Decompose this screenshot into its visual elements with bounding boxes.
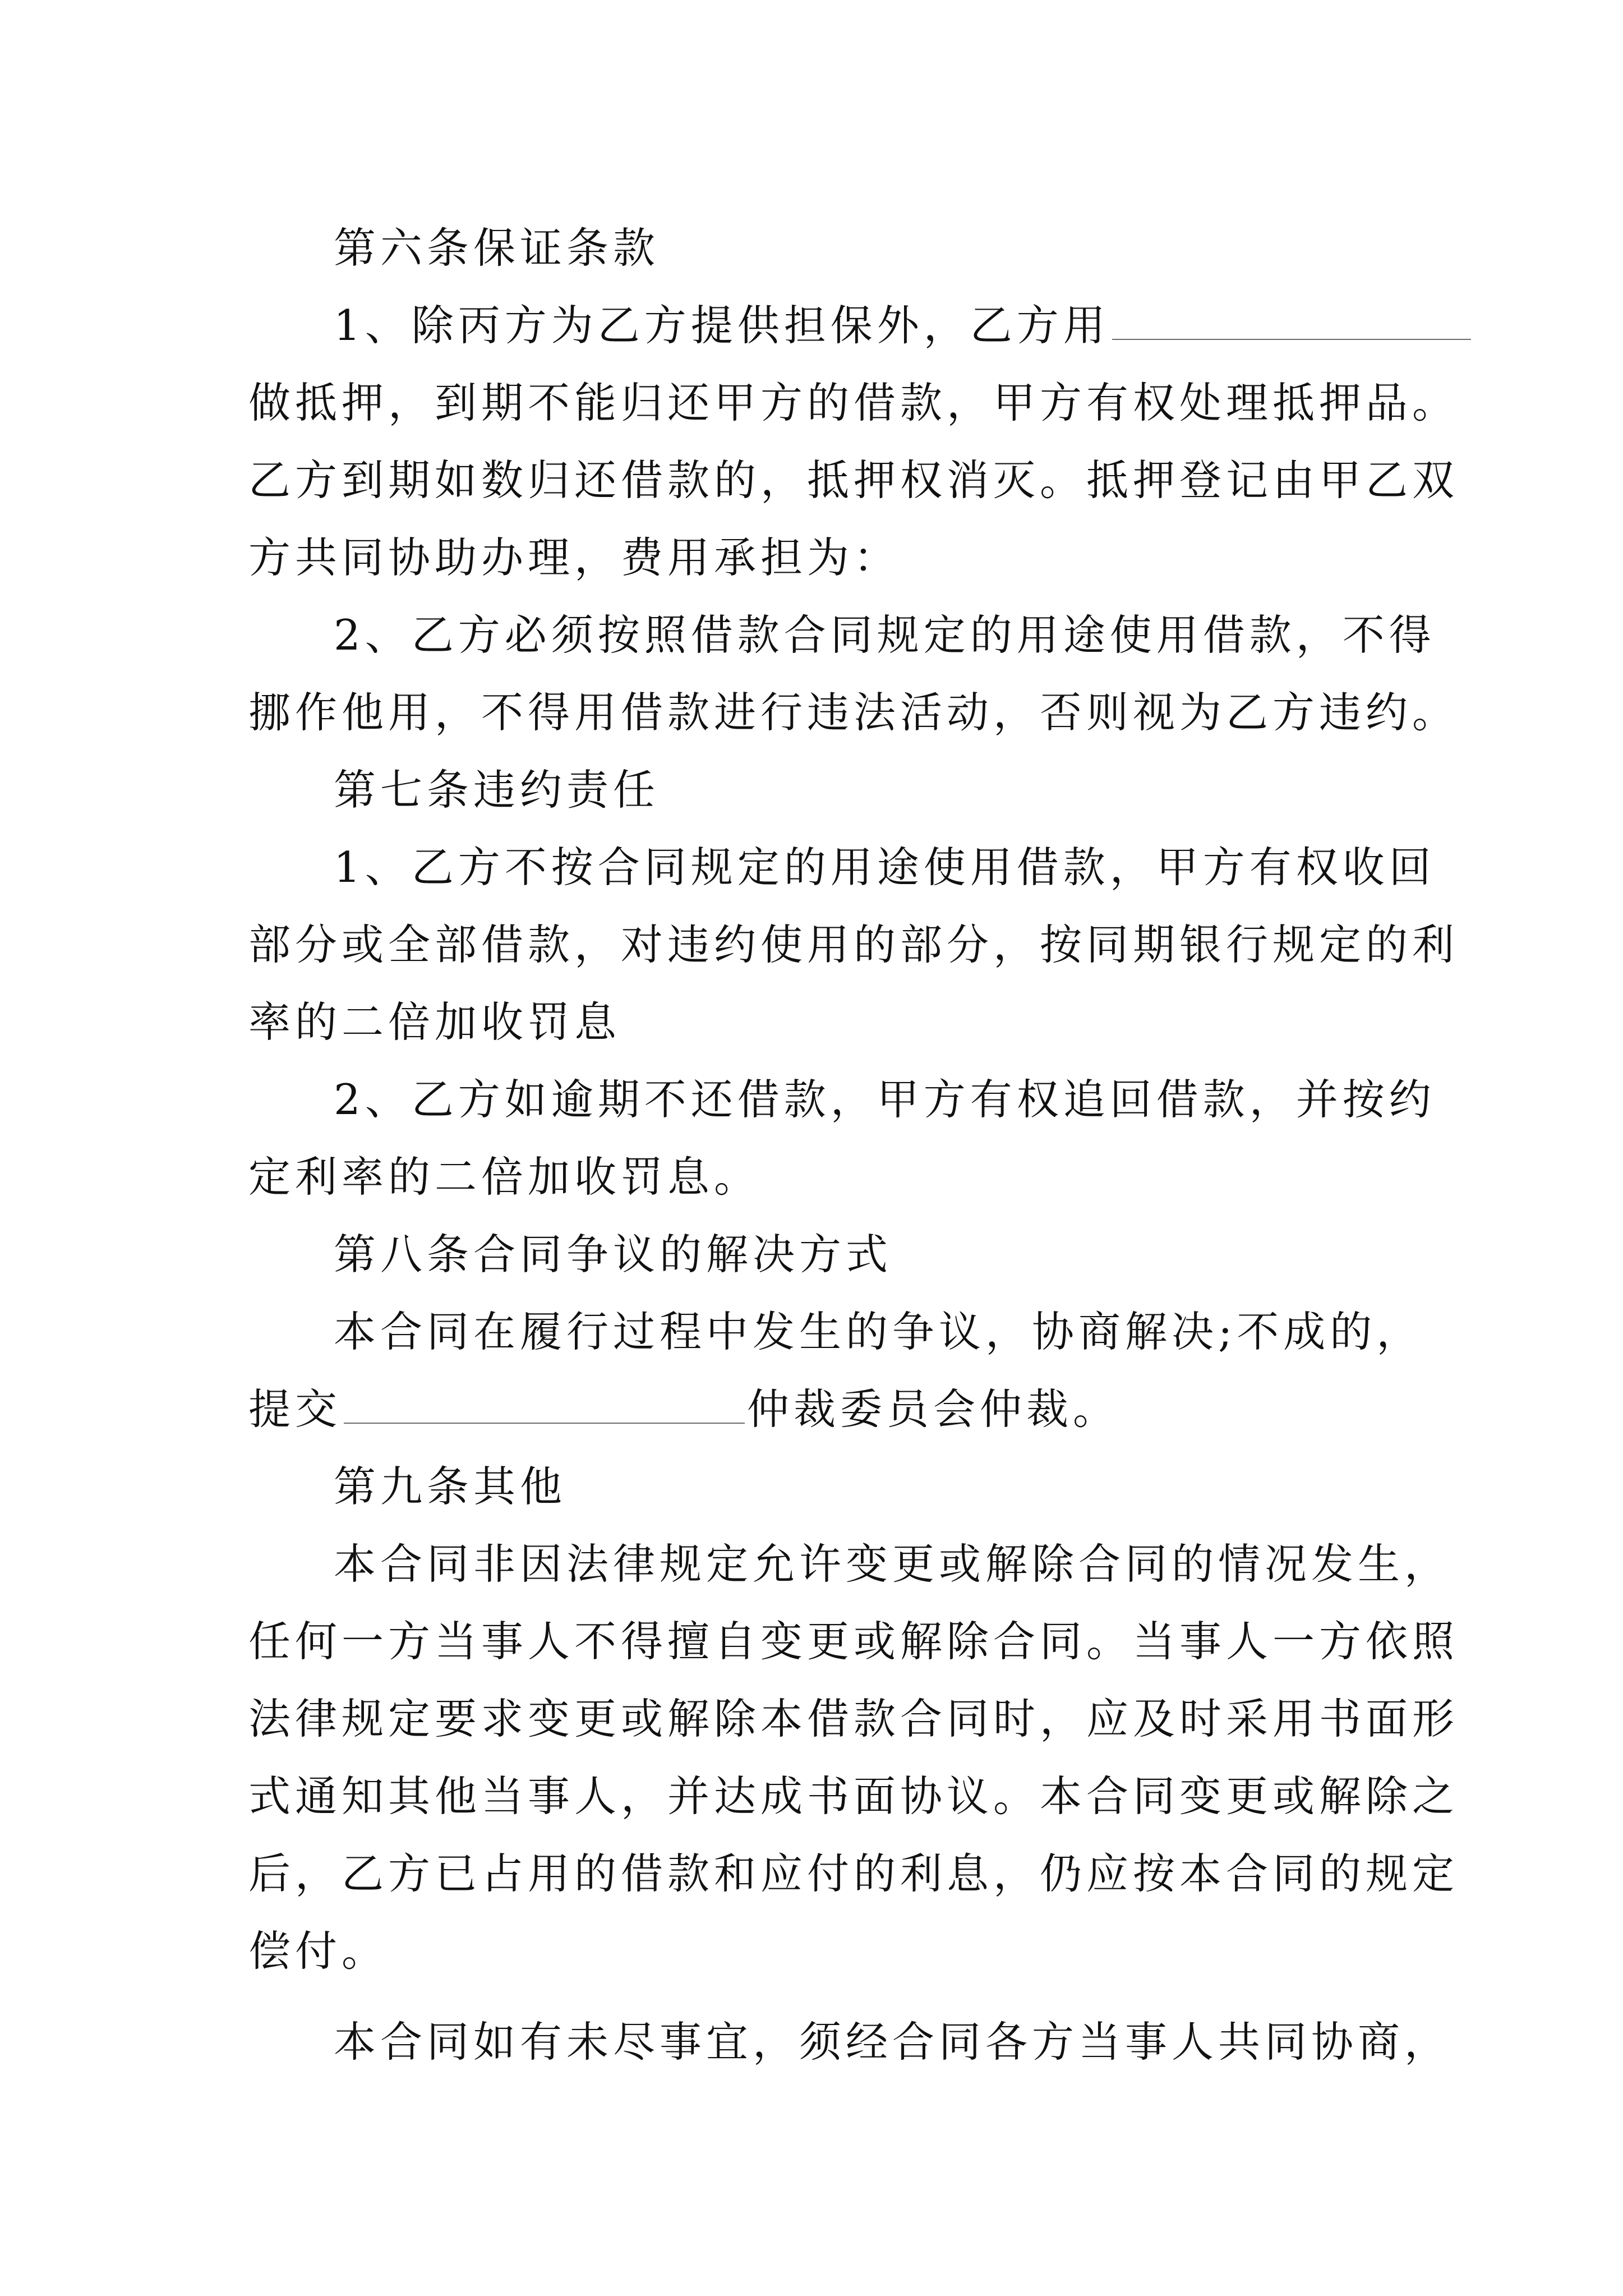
article-6-clause-2-line-1: 2、乙方必须按照借款合同规定的用途使用借款，不得 [334, 610, 1436, 660]
collateral-blank-field [1112, 301, 1471, 340]
article-7-clause-1-line-1: 1、乙方不按合同规定的用途使用借款，甲方有权收回 [334, 843, 1436, 892]
article-6-clause-1-line-2: 做抵押，到期不能归还甲方的借款，甲方有权处理抵押品。 [248, 378, 1459, 427]
article-6-clause-1-line-1 [248, 287, 1376, 364]
article-7-clause-1-line-2: 部分或全部借款，对违约使用的部分，按同期银行规定的利 [248, 920, 1459, 969]
article-9-paragraph-2-line-1: 本合同如有未尽事宜，须经合同各方当事人共同协商， [334, 2017, 1451, 2067]
article-9-paragraph-1-line-5: 后，乙方已占用的借款和应付的利息，仍应按本合同的规定 [248, 1849, 1459, 1898]
article-9-paragraph-1-line-4: 式通知其他当事人，并达成书面协议。本合同变更或解除之 [248, 1772, 1459, 1821]
article-9-paragraph-1-line-1: 本合同非因法律规定允许变更或解除合同的情况发生， [334, 1539, 1451, 1589]
arbitration-commission-blank-field [344, 1384, 745, 1424]
article-8-paragraph-line-1: 本合同在履行过程中发生的争议，协商解决;不成的， [334, 1307, 1423, 1356]
paragraph-spacer [248, 1990, 1376, 2003]
article-8-paragraph-line-2 [248, 1370, 1376, 1448]
article-7-clause-1-line-3: 率的二倍加收罚息 [248, 997, 621, 1047]
article-9-paragraph-1-line-3: 法律规定要求变更或解除本借款合同时，应及时采用书面形 [248, 1694, 1459, 1743]
article-6-clause-2-line-2: 挪作他用，不得用借款进行违法活动，否则视为乙方违约。 [248, 688, 1459, 737]
article-6-clause-1-text: 1、除丙方为乙方提供担保外，乙方用 [334, 301, 1110, 350]
article-6-heading: 第六条保证条款 [334, 223, 660, 273]
article-8-submit-text: 提交 [248, 1384, 342, 1434]
article-9-paragraph-1-line-2: 任何一方当事人不得擅自变更或解除合同。当事人一方依照 [248, 1617, 1459, 1666]
article-7-clause-2-line-2: 定利率的二倍加收罚息。 [248, 1152, 761, 1202]
article-9-paragraph-1-line-6: 偿付。 [248, 1926, 389, 1976]
article-7-clause-2-line-1: 2、乙方如逾期不还借款，甲方有权追回借款，并按约 [334, 1075, 1436, 1124]
article-8-arbitration-text: 仲裁委员会仲裁。 [747, 1384, 1120, 1434]
article-6-clause-1-line-4: 方共同协助办理，费用承担为： [248, 533, 901, 582]
article-6-clause-1-line-3: 乙方到期如数归还借款的，抵押权消灭。抵押登记由甲乙双 [248, 455, 1459, 505]
article-8-heading: 第八条合同争议的解决方式 [334, 1230, 893, 1279]
article-9-heading: 第九条其他 [334, 1462, 567, 1511]
article-7-heading: 第七条违约责任 [334, 765, 660, 815]
document-body [248, 209, 1459, 2081]
